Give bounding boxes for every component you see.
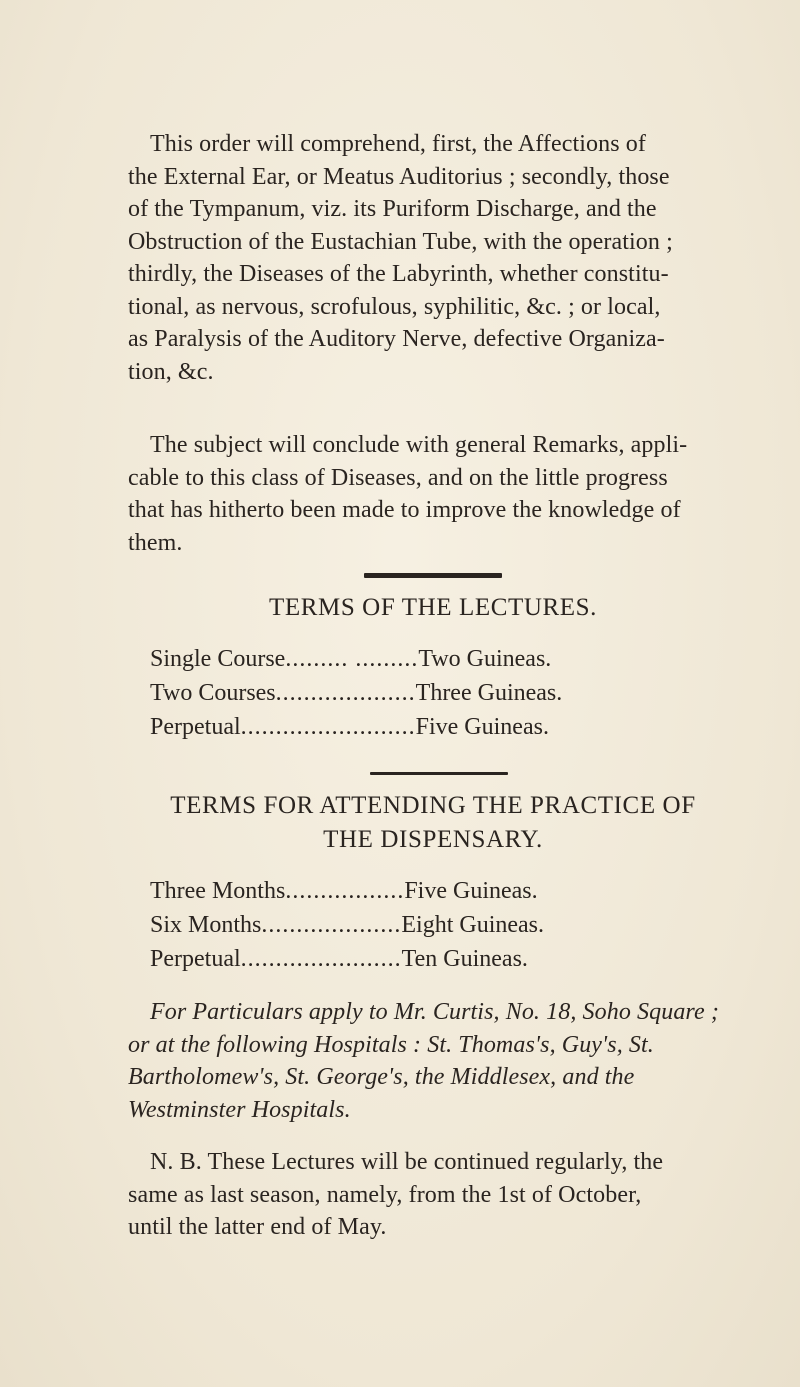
paragraph-affections [128, 128, 738, 388]
row-price: Ten Guineas. [401, 946, 528, 972]
row-price: Eight Guineas. [401, 912, 545, 938]
price-row [150, 912, 544, 939]
price-row [150, 680, 562, 707]
dot-leader: ................. [285, 878, 405, 904]
paragraph-conclusion [128, 429, 738, 559]
row-price: Two Guineas. [418, 646, 552, 672]
text-line: tional, as nervous, scrofulous, syphilitic, &c. ; or local, [128, 293, 661, 320]
text-line: as Paralysis of the Auditory Nerve, defective Organiza- [128, 326, 665, 352]
row-label: Perpetual [150, 946, 241, 972]
row-price: Three Guineas. [415, 680, 563, 706]
price-row [150, 878, 538, 905]
section-divider [370, 772, 508, 775]
dot-leader: ....................... [240, 946, 402, 972]
row-label: Six Months [150, 912, 262, 938]
price-row [150, 646, 551, 673]
text-line: cable to this class of Diseases, and on the little progress [128, 464, 668, 491]
text-line: same as last season, namely, from the 1st of October, [128, 1181, 642, 1208]
text-line: N. B. These Lectures will be continued regularly, the [150, 1149, 664, 1175]
text-line: tion, &c. [128, 358, 214, 385]
row-price: Five Guineas. [415, 714, 549, 740]
price-row [150, 714, 549, 741]
text-line: For Particulars apply to Mr. Curtis, No. 18, Soho Square ; [150, 999, 719, 1025]
text-line: that has hitherto been made to improve the knowledge of [128, 497, 681, 523]
dot-leader: .................... [261, 912, 402, 938]
text-line: The subject will conclude with general Remarks, appli- [150, 432, 688, 458]
text-line: or at the following Hospitals : St. Thomas's, Guy's, St. [128, 1031, 654, 1058]
text-line: Obstruction of the Eustachian Tube, with the operation ; [128, 228, 673, 255]
section-divider [364, 573, 502, 578]
text-line: until the latter end of May. [128, 1214, 387, 1240]
dispensary-heading: TERMS FOR ATTENDING THE PRACTICE OF [170, 792, 696, 819]
price-row [150, 946, 528, 973]
text-line: Westminster Hospitals. [128, 1096, 351, 1123]
particulars-paragraph [128, 996, 738, 1126]
dot-leader: .................... [275, 680, 416, 706]
text-line: the External Ear, or Meatus Auditorius ; secondly, those [128, 163, 670, 190]
row-label: Single Course [150, 646, 286, 672]
text-line: of the Tympanum, viz. its Puriform Discharge, and the [128, 196, 657, 222]
text-line: thirdly, the Diseases of the Labyrinth, whether constitu- [128, 261, 669, 287]
row-label: Perpetual [150, 714, 241, 740]
text-line: Bartholomew's, St. George's, the Middlesex, and the [128, 1064, 635, 1090]
lectures-heading: TERMS OF THE LECTURES. [268, 594, 598, 621]
row-price: Five Guineas. [404, 878, 538, 904]
dot-leader: ......... ......... [285, 646, 419, 672]
text-line: This order will comprehend, first, the Affections of [150, 131, 646, 157]
row-label: Three Months [150, 878, 286, 904]
dispensary-heading-line2: THE DISPENSARY. [323, 826, 543, 853]
row-label: Two Courses [150, 680, 276, 706]
dot-leader: ......................... [240, 714, 416, 740]
text-line: them. [128, 529, 183, 556]
nota-bene-paragraph [128, 1146, 738, 1244]
